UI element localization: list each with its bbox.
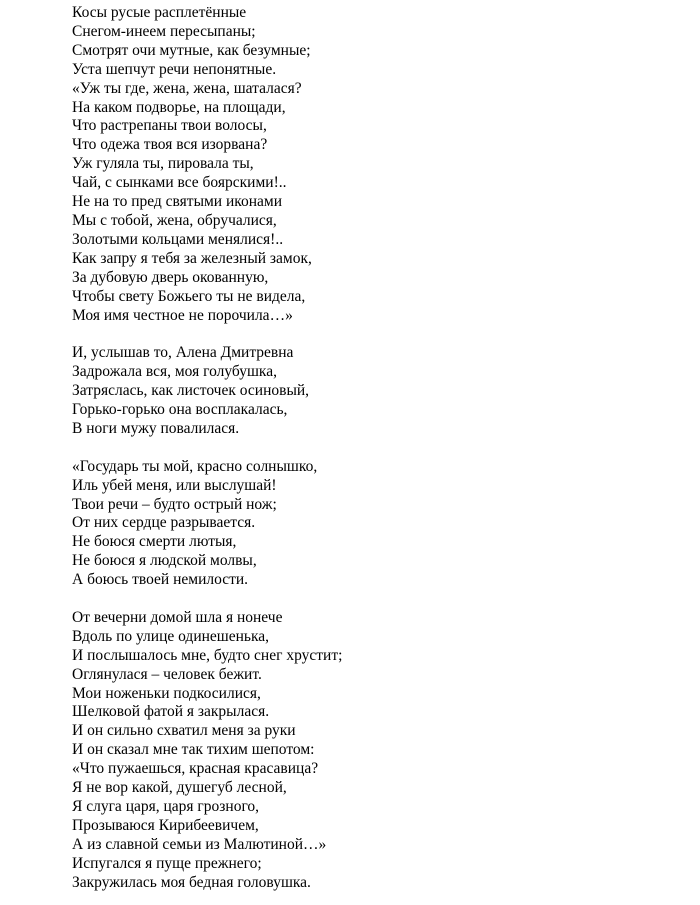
stanza-3: [72, 458, 672, 590]
poem-line: Мы с тобой, жена, обручалися,: [72, 211, 277, 229]
poem-line: Испугался я пуще прежнего;: [72, 854, 262, 872]
poem-line: Смотрят очи мутные, как безумные;: [72, 41, 311, 59]
poem-line: Мои ноженьки подкосилися,: [72, 684, 261, 702]
poem-line: За дубовую дверь окованную,: [72, 268, 269, 286]
poem-line: Вдоль по улице одинешенька,: [72, 627, 270, 645]
poem-line: А из славной семьи из Малютиной…»: [72, 835, 327, 853]
poem-line: Затряслась, как листочек осиновый,: [72, 382, 310, 400]
poem-line: Задрожала вся, моя голубушка,: [72, 363, 277, 381]
poem-line: «Уж ты где, жена, жена, шаталася?: [72, 79, 302, 97]
poem-line: Я слуга царя, царя грозного,: [72, 798, 260, 816]
poem-line: А боюсь твоей немилости.: [72, 571, 249, 589]
poem-line: Что одежа твоя вся изорвана?: [72, 136, 268, 154]
poem-line: В ноги мужу повалилася.: [72, 419, 240, 437]
poem-line: И он сильно схватил меня за руки: [72, 722, 296, 740]
poem-line: Моя имя честное не порочила…»: [72, 306, 293, 324]
stanza-4: [72, 609, 672, 893]
poem-line: «Государь ты мой, красно солнышко,: [72, 457, 318, 475]
poem-line: Оглянулася – человек бежит.: [72, 665, 262, 683]
poem-line: «Что пужаешься, красная красавица?: [72, 760, 319, 778]
poem-line: Что растрепаны твои волосы,: [72, 117, 267, 135]
poem-line: Не боюся смерти лютыя,: [72, 533, 237, 551]
poem-line: На каком подворье, на площади,: [72, 98, 286, 116]
poem-line: От них сердце разрывается.: [72, 514, 256, 532]
poem-line: Косы русые расплетённые: [72, 4, 247, 21]
poem-line: Прозываюся Кирибеевичем,: [72, 816, 259, 834]
poem-line: Чтобы свету Божьего ты не видела,: [72, 287, 306, 305]
stanza-1: [72, 4, 672, 325]
poem-text: [72, 4, 672, 893]
poem-line: И послышалось мне, будто снег хрустит;: [72, 646, 343, 664]
poem-line: Уста шепчут речи непонятные.: [72, 60, 277, 78]
poem-line: И он сказал мне так тихим шепотом:: [72, 741, 315, 759]
poem-line: Снегом-инеем пересыпаны;: [72, 22, 256, 40]
poem-line: Не на то пред святыми иконами: [72, 193, 283, 211]
poem-line: Золотыми кольцами менялися!..: [72, 230, 284, 248]
poem-line: Шелковой фатой я закрылася.: [72, 703, 270, 721]
poem-line: Как запру я тебя за железный замок,: [72, 249, 312, 267]
poem-line: Чай, с сынками все боярскими!..: [72, 174, 287, 192]
stanza-2: [72, 344, 672, 439]
poem-line: И, услышав то, Алена Дмитревна: [72, 344, 294, 362]
poem-line: Иль убей меня, или выслушай!: [72, 476, 277, 494]
poem-line: Горько-горько она восплакалась,: [72, 401, 288, 419]
poem-line: Закружилась моя бедная головушка.: [72, 873, 311, 891]
poem-line: Я не вор какой, душегуб лесной,: [72, 779, 287, 797]
poem-line: Не боюся я людской молвы,: [72, 552, 257, 570]
poem-line: От вечерни домой шла я нонече: [72, 608, 283, 626]
poem-line: Уж гуляла ты, пировала ты,: [72, 155, 254, 173]
poem-line: Твои речи – будто острый нож;: [72, 495, 277, 513]
